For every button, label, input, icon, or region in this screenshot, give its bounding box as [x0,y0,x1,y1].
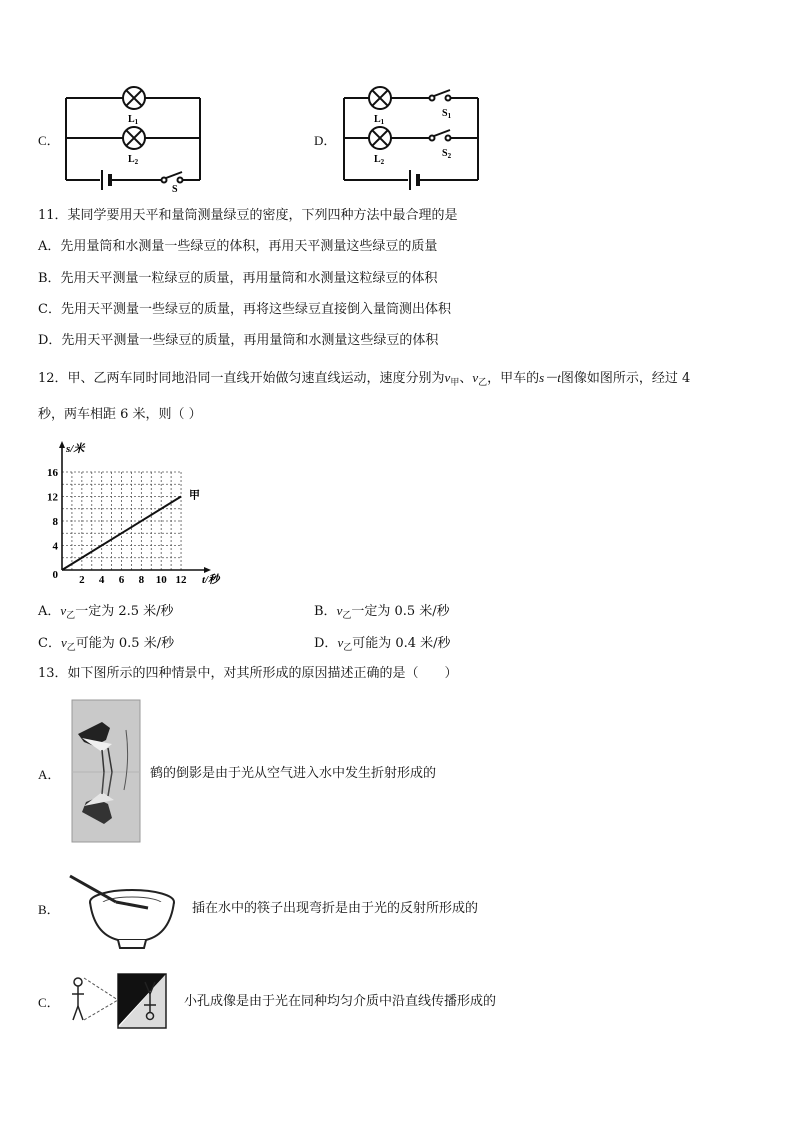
lamp-l2-icon [369,127,391,149]
q13-option-b-text: 插在水中的筷子出现弯折是由于光的反射所形成的 [192,901,479,916]
circuit-c-diagram [60,82,210,195]
q12-stem-line1: 12．甲、乙两车同时同地沿同一直线开始做匀速直线运动，速度分别为$v_甲$、$v_乙$，甲车的s－t图像如图所示，经过 4 [38,370,691,388]
crane-reflection-image [72,700,140,842]
lamp-l1-label: $L_1$ [374,114,385,126]
x-axis-arrow [204,567,211,573]
y-tick-label: 12 [47,491,58,504]
q13-option-c-letter: C． [38,995,60,1010]
q12-option-c: C．$v_乙$可能为 0.5 米/秒 [38,635,175,653]
switch-s-icon [162,172,183,183]
q13-option-a-letter: A． [38,767,61,782]
origin-label: 0 [52,569,58,581]
switch-s2-label: $S_2$ [442,148,452,160]
switch-s1-icon [430,90,451,101]
x-tick-label: 2 [79,574,85,586]
lamp-l1-icon [123,87,145,109]
st-chart [40,440,240,590]
q11-option-d: D．先用天平测量一些绿豆的质量，再用量筒和水测量这些绿豆的体积 [38,333,439,348]
q11-option-b: B．先用天平测量一粒绿豆的质量，再用量筒和水测量这粒绿豆的体积 [38,271,438,286]
switch-s-label: S [172,184,178,195]
pinhole-imaging-image [64,972,168,1030]
option-c-label: C． [38,133,60,148]
y-tick-label: 16 [47,467,58,479]
x-tick-label: 10 [155,574,167,586]
y-axis-label: s/米 [66,443,85,455]
q12-option-d: D．$v_乙$可能为 0.4 米/秒 [314,635,451,653]
lamp-l1-icon [369,87,391,109]
x-tick-label: 8 [138,574,145,586]
battery-icon [102,170,110,190]
q13-option-c-text: 小孔成像是由于光在同种均匀介质中沿直线传播形成的 [184,994,497,1009]
q12-option-a: A．$v_乙$一定为 2.5 米/秒 [38,603,174,621]
option-d-label: D． [314,133,337,148]
series-label-jia: 甲 [189,489,201,502]
q12-option-b: B．$v_乙$一定为 0.5 米/秒 [314,603,450,621]
q12-stem-line2: 秒，两车相距 6 米，则（ ） [38,407,202,422]
circuit-d-diagram [338,82,488,186]
q11-option-c: C．先用天平测量一些绿豆的质量，再将这些绿豆直接倒入量筒测出体积 [38,302,451,317]
lamp-l2-label: $L_2$ [374,154,385,166]
x-tick-label: 4 [98,574,105,586]
q13-stem: 13．如下图所示的四种情景中，对其所形成的原因描述正确的是（ ） [38,666,458,681]
y-axis-arrow [59,441,65,448]
x-axis-label: t/秒 [202,574,220,586]
q11-stem: 11．某同学要用天平和量筒测量绿豆的密度，下列四种方法中最合理的是 [38,208,458,223]
q13-option-a-text: 鹤的倒影是由于光从空气进入水中发生折射形成的 [150,766,437,781]
chopsticks-in-bowl-image [66,872,182,952]
lamp-l1-label: $L_1$ [128,114,139,126]
battery-icon [410,170,418,190]
q11-option-a: A．先用量筒和水测量一些绿豆的体积，再用天平测量这些绿豆的质量 [38,239,438,254]
x-tick-label: 12 [175,574,187,586]
lamp-l2-icon [123,127,145,149]
y-tick-label: 8 [52,516,58,528]
x-tick-label: 6 [118,574,125,586]
lamp-l2-label: $L_2$ [128,154,139,166]
q13-option-b-letter: B． [38,902,60,917]
switch-s2-icon [430,130,451,141]
switch-s1-label: $S_1$ [442,108,452,120]
y-tick-label: 4 [52,540,58,553]
